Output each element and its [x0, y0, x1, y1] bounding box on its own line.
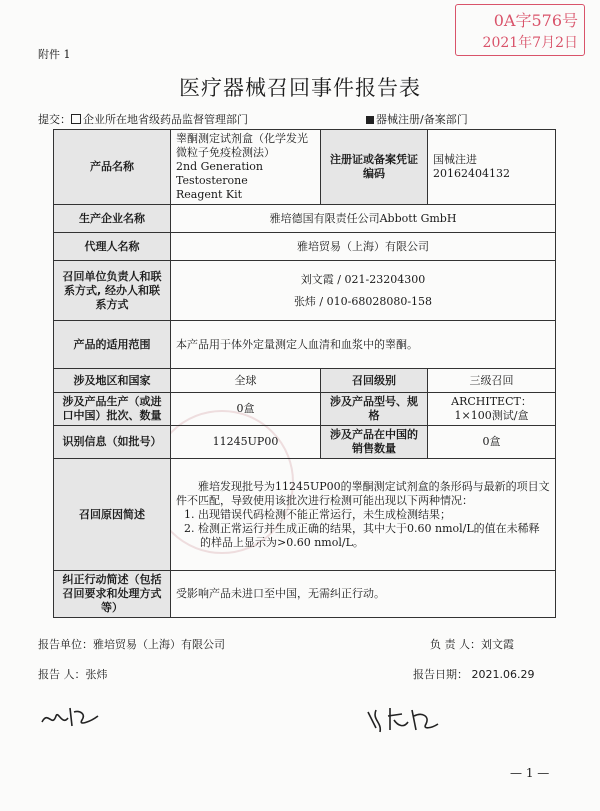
stamp-date: 2021年7月2日	[482, 35, 578, 51]
model-line: ARCHITECT：	[451, 395, 532, 408]
responsible-signature-icon	[362, 702, 442, 736]
agent-value: 雅培贸易（上海）有限公司	[171, 233, 556, 261]
reg-no-value	[428, 130, 556, 205]
stamp-number: 0A字576号	[493, 11, 578, 30]
region-value: 全球	[171, 369, 321, 393]
receipt-stamp	[455, 4, 585, 56]
contact-line: 张炜 / 010-68028080-158	[293, 294, 433, 308]
reason-value	[171, 459, 556, 571]
report-unit: 报告单位：雅培贸易（上海）有限公司	[38, 638, 225, 651]
id-info-value: 11245UP00	[171, 426, 321, 459]
id-info-label: 识别信息（如批号）	[54, 426, 171, 459]
manufacturer-label: 生产企业名称	[54, 205, 171, 233]
model-label: 涉及产品型号、规格	[321, 393, 428, 426]
table-row	[54, 321, 556, 369]
recall-report-table	[53, 129, 556, 618]
product-name-line: 2nd Generation Testosterone	[176, 160, 263, 187]
submit-label: 提交：	[38, 113, 71, 126]
submit-option-1	[38, 111, 248, 127]
page-number: — 1 —	[510, 766, 550, 780]
model-line: 1×100测试/盒	[454, 409, 529, 422]
reason-label: 召回原因简述	[54, 459, 171, 571]
table-row	[54, 205, 556, 233]
responsible-person: 负 责 人：刘文霞	[430, 638, 514, 651]
contact-value	[171, 261, 556, 321]
model-value	[428, 393, 556, 426]
table-row	[54, 233, 556, 261]
product-name-label: 产品名称	[54, 130, 171, 205]
submit-option-2	[366, 111, 468, 127]
table-row	[54, 130, 556, 205]
contact-line: 刘文霞 / 021-23204300	[300, 272, 426, 286]
table-row	[54, 459, 556, 571]
checkbox-filled-icon	[366, 116, 374, 124]
table-row	[54, 571, 556, 618]
reason-intro: 雅培发现批号为11245UP00的睾酮测定试剂盒的条形码与最新的项目文件不匹配，导致使用该批次进行检测可能出现以下两种情况：	[176, 479, 550, 507]
page-title: 医疗器械召回事件报告表	[179, 76, 421, 100]
reg-no-line: 20162404132	[433, 167, 510, 180]
sales-value: 0盒	[428, 426, 556, 459]
reporter-signature-icon	[38, 702, 108, 732]
manufacturer-value: 雅培德国有限责任公司Abbott GmbH	[171, 205, 556, 233]
table-row	[54, 393, 556, 426]
table-row	[54, 369, 556, 393]
region-label: 涉及地区和国家	[54, 369, 171, 393]
action-label: 纠正行动简述（包括召回要求和处理方式等）	[54, 571, 171, 618]
submit-option-2-text: 器械注册/备案部门	[376, 113, 468, 126]
product-name-line: Reagent Kit	[176, 188, 243, 201]
reg-no-label: 注册证或备案凭证编码	[321, 130, 428, 205]
reason-item: 2. 检测正常运行并生成正确的结果，其中大于0.60 nmol/L的值在未稀释的样品上显示为>0.60 nmol/L。	[184, 521, 540, 549]
batches-value: 0盒	[171, 393, 321, 426]
product-name-line: 睾酮测定试剂盒（化学发光	[176, 132, 308, 145]
scope-label: 产品的适用范围	[54, 321, 171, 369]
table-row	[54, 426, 556, 459]
contact-label: 召回单位负责人和联系方式, 经办人和联系方式	[54, 261, 171, 321]
submit-option-1-text: 企业所在地省级药品监督管理部门	[83, 113, 248, 126]
checkbox-empty-icon	[71, 114, 81, 124]
report-date: 报告日期： 2021.06.29	[413, 668, 535, 681]
reason-item: 1. 出现错误代码检测不能正常运行，未生成检测结果；	[184, 507, 451, 521]
product-name-value	[171, 130, 321, 205]
sales-label: 涉及产品在中国的销售数量	[321, 426, 428, 459]
agent-label: 代理人名称	[54, 233, 171, 261]
reg-no-line: 国械注进	[433, 153, 477, 166]
batches-label: 涉及产品生产（或进口中国）批次、数量	[54, 393, 171, 426]
level-label: 召回级别	[321, 369, 428, 393]
product-name-line: 微粒子免疫检测法）	[176, 146, 275, 159]
scope-value: 本产品用于体外定量测定人血清和血浆中的睾酮。	[171, 321, 556, 369]
table-row	[54, 261, 556, 321]
level-value: 三级召回	[428, 369, 556, 393]
action-value: 受影响产品未进口至中国，无需纠正行动。	[171, 571, 556, 618]
attachment-label: 附件 1	[38, 48, 71, 61]
reporter: 报告 人：张炜	[38, 668, 108, 681]
